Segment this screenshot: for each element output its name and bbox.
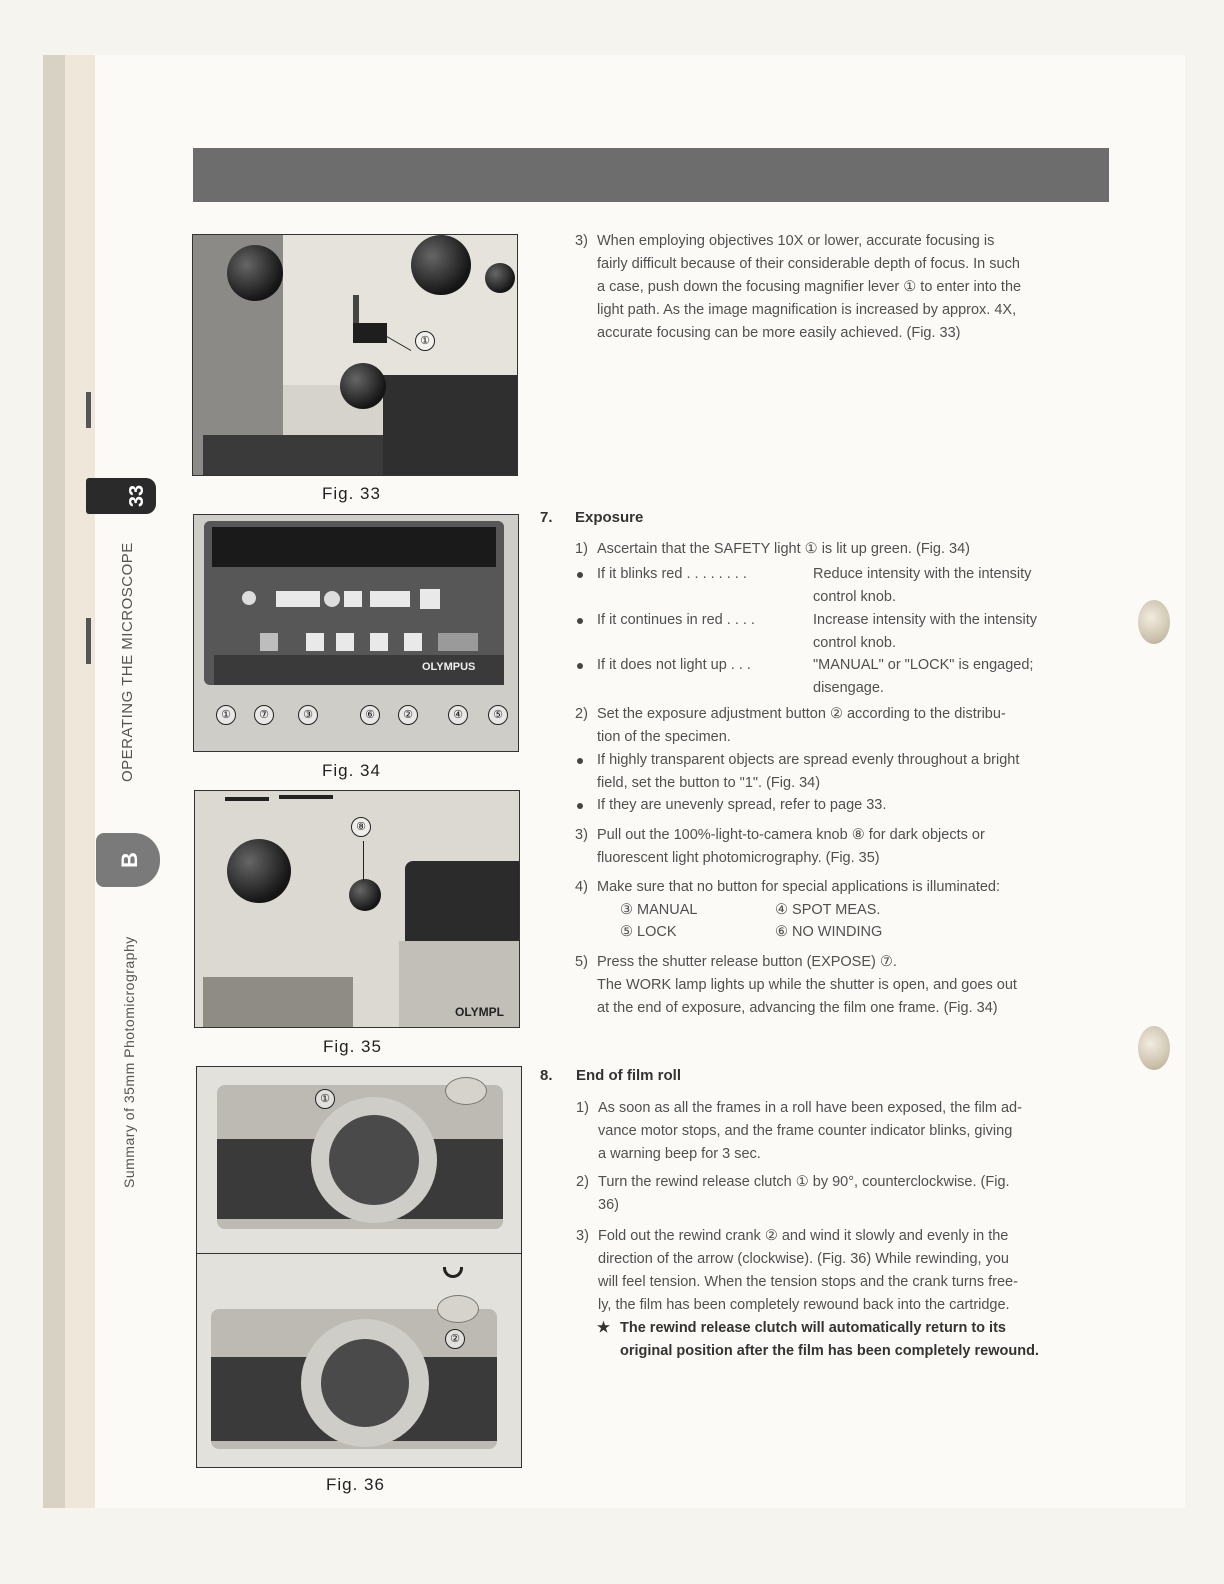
figure-36-photo: [196, 1066, 522, 1468]
section-number: 33: [126, 484, 148, 508]
callout-2: ②: [398, 705, 418, 725]
binder-hole: [1138, 1026, 1170, 1070]
brand-logo: OLYMPUS: [422, 661, 476, 673]
callout-5: ⑤: [488, 705, 508, 725]
callout-1: ①: [216, 705, 236, 725]
special-button-manual: ③ MANUAL: [620, 902, 698, 918]
light-to-camera-knob: [349, 879, 381, 911]
page-spine-shadow: [43, 55, 65, 1508]
figure-36-caption: Fig. 36: [326, 1475, 385, 1494]
condition-label: If it continues in red . . . .: [597, 612, 755, 628]
condition-label: If it does not light up . . .: [597, 657, 751, 673]
step-text: As soon as all the frames in a roll have been exposed, the film ad- vance motor stops, and the frame counter indicator blinks, giving a warning beep for 3 sec.: [598, 1100, 1022, 1162]
step-text: Turn the rewind release clutch ① by 90°, counterclockwise. (Fig. 36): [598, 1174, 1010, 1213]
brand-logo: OLYMPL: [455, 1005, 504, 1019]
intensity-knob: [227, 839, 291, 903]
step-number: 1): [575, 541, 588, 557]
callout-1: ①: [315, 1089, 335, 1109]
figure-35-caption: Fig. 35: [323, 1037, 382, 1056]
section-number: 7.: [540, 509, 553, 526]
bullet: [577, 803, 583, 809]
focus-item-number: 3): [575, 233, 588, 249]
bullet-text: If they are unevenly spread, refer to page 33.: [597, 797, 887, 813]
step-number: 1): [576, 1100, 589, 1116]
special-button-lock: ⑤ LOCK: [620, 924, 677, 940]
chapter-letter: B: [117, 852, 142, 868]
knob: [485, 263, 515, 293]
section-number: 8.: [540, 1067, 553, 1084]
figure-34-caption: Fig. 34: [322, 761, 381, 780]
condition-action: Increase intensity with the intensity control knob.: [813, 612, 1038, 651]
step-number: 5): [575, 954, 588, 970]
focus-knob: [227, 245, 283, 301]
knob: [340, 363, 386, 409]
step-number: 3): [575, 827, 588, 843]
special-button-spot-meas: ④ SPOT MEAS.: [775, 902, 881, 918]
condition-label: If it blinks red . . . . . . . .: [597, 566, 747, 582]
special-button-no-winding: ⑥ NO WINDING: [775, 924, 883, 940]
spine-mark: [86, 618, 91, 664]
callout-4: ④: [448, 705, 468, 725]
step-number: 2): [576, 1174, 589, 1190]
condition-action: Reduce intensity with the intensity control knob.: [813, 566, 1032, 605]
condition-action: "MANUAL" or "LOCK" is engaged; disengage.: [813, 657, 1034, 696]
step-number: 3): [576, 1228, 589, 1244]
step-text: Ascertain that the SAFETY light ① is lit up green. (Fig. 34): [597, 541, 970, 557]
note-star: ★: [597, 1320, 610, 1336]
step-number: 2): [575, 706, 588, 722]
figure-35-photo: [194, 790, 520, 1028]
bullet: [577, 572, 583, 578]
binder-hole: [1138, 600, 1170, 644]
figure-33-caption: Fig. 33: [322, 484, 381, 503]
bullet-text: If highly transparent objects are spread evenly throughout a bright field, set the button to "1". (Fig. 34): [597, 752, 1020, 791]
page-spine-edge: [65, 55, 95, 1508]
step-text: Make sure that no button for special applications is illuminated:: [597, 879, 1000, 895]
section-heading-end-of-film-roll: End of film roll: [576, 1067, 681, 1084]
step-text: Set the exposure adjustment button ② according to the distribu- tion of the specimen.: [597, 706, 1006, 745]
spine-mark: [86, 392, 91, 428]
step-number: 4): [575, 879, 588, 895]
figure-34-photo: [193, 514, 519, 752]
callout-1: ①: [415, 331, 435, 351]
callout-8: ⑧: [351, 817, 371, 837]
callout-7: ⑦: [254, 705, 274, 725]
chapter-title-vertical: Summary of 35mm Photomicrography: [121, 936, 137, 1188]
bullet: [577, 758, 583, 764]
callout-3: ③: [298, 705, 318, 725]
section-heading-exposure: Exposure: [575, 509, 644, 526]
focus-item-text: When employing objectives 10X or lower, accurate focusing is fairly difficult because of their considerable depth of focus. In such a case, push down the focusing magnifier lever ① to enter into the light path. As the image magnification is increased by approx. 4X, accurate focusing can be more easily achieved. (Fig. 33): [597, 233, 1022, 341]
focus-knob: [411, 235, 471, 295]
step-text: Press the shutter release button (EXPOSE) ⑦. The WORK lamp lights up while the shutter is open, and goes out at the end of exposure, advancing the film one frame. (Fig. 34): [597, 954, 1017, 1016]
callout-2: ②: [445, 1329, 465, 1349]
bullet: [577, 618, 583, 624]
note-text: The rewind release clutch will automatically return to its original position after the film has been completely rewound.: [620, 1320, 1039, 1359]
step-text: Pull out the 100%-light-to-camera knob ⑧ for dark objects or fluorescent light photomicrography. (Fig. 35): [597, 827, 985, 866]
focusing-magnifier-lever: [353, 323, 387, 343]
section-title-vertical: OPERATING THE MICROSCOPE: [119, 542, 136, 782]
callout-6: ⑥: [360, 705, 380, 725]
bullet: [577, 663, 583, 669]
page-header-bar: [193, 148, 1109, 202]
figure-33-photo: [192, 234, 518, 476]
step-text: Fold out the rewind crank ② and wind it slowly and evenly in the direction of the arrow (clockwise). (Fig. 36) While rewinding, you will feel tension. When the tension stops and the crank turns free- ly, the film has been completely rewound back into the cartridge.: [598, 1228, 1018, 1313]
